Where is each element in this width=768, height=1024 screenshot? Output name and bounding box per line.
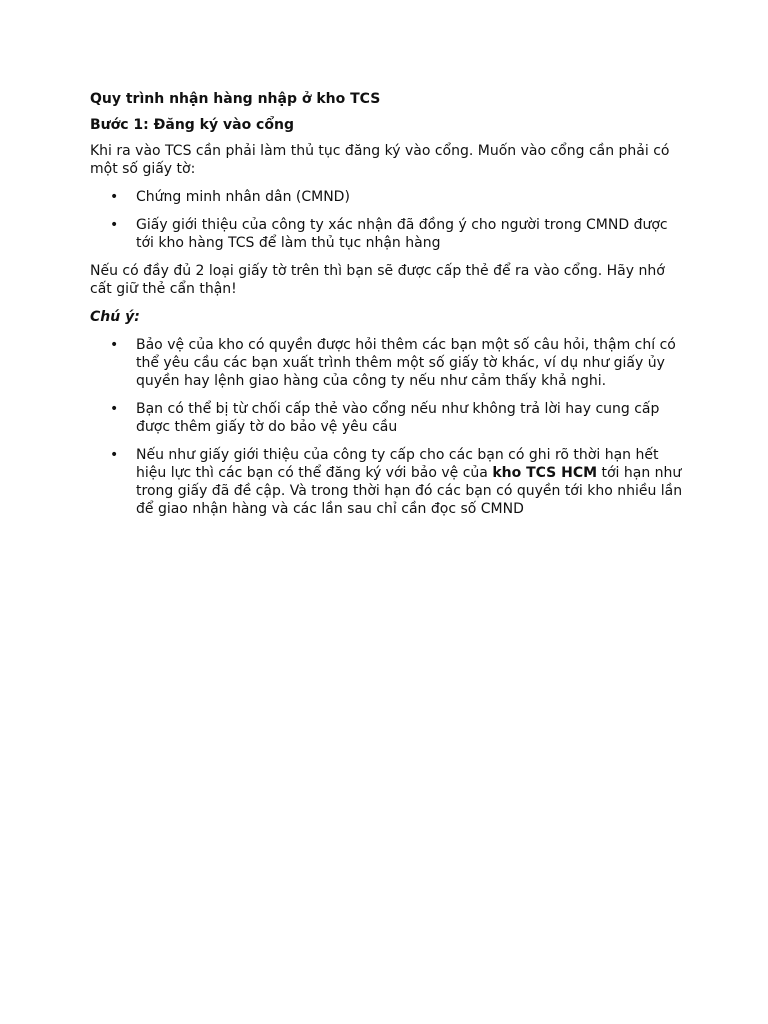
notes-list <box>90 336 685 518</box>
list-item-text: Giấy giới thiệu của công ty xác nhận đã đồng ý cho người trong CMND được tới kho hàng TCS để làm thủ tục nhận hàng <box>136 217 668 251</box>
note-heading: Chú ý: <box>90 309 140 325</box>
list-item-text <box>136 447 682 517</box>
list-item <box>90 336 685 390</box>
list-item-text: Chứng minh nhân dân (CMND) <box>136 189 350 205</box>
bullet-icon: • <box>110 447 119 463</box>
list-item-text: Bạn có thể bị từ chối cấp thẻ vào cổng nếu như không trả lời hay cung cấp được thêm giấy tờ do bảo vệ yêu cầu <box>136 401 660 435</box>
list-item <box>90 188 685 206</box>
bullet-icon: • <box>110 189 119 205</box>
bullet-icon: • <box>110 217 119 233</box>
list-item <box>90 446 685 518</box>
after-documents-paragraph: Nếu có đầy đủ 2 loại giấy tờ trên thì bạn sẽ được cấp thẻ để ra vào cổng. Hãy nhớ cất giữ thẻ cẩn thận! <box>90 263 665 297</box>
document-page <box>90 90 685 528</box>
list-item <box>90 400 685 436</box>
note-text-before: Nếu như giấy giới thiệu của công ty cấp cho các bạn có ghi rõ thời hạn hết hiệu lực thì các bạn có thể đăng ký với bảo vệ của <box>136 447 659 481</box>
warehouse-name-emphasis: kho TCS HCM <box>492 465 598 481</box>
bullet-icon: • <box>110 337 119 353</box>
required-documents-list <box>90 188 685 252</box>
list-item-text: Bảo vệ của kho có quyền được hỏi thêm các bạn một số câu hỏi, thậm chí có thể yêu cầu các bạn xuất trình thêm một số giấy tờ khác, ví dụ như giấy ủy quyền hay lệnh giao hàng của công ty nếu như cảm thấy khả nghi. <box>136 337 676 389</box>
document-title: Quy trình nhận hàng nhập ở kho TCS <box>90 91 381 107</box>
step-1-heading: Bước 1: Đăng ký vào cổng <box>90 117 294 133</box>
note-text-after: tới hạn như trong giấy đã đề cập. Và trong thời hạn đó các bạn có quyền tới kho nhiều lần để giao nhận hàng và các lần sau chỉ cần đọc số CMND <box>136 465 683 517</box>
bullet-icon: • <box>110 401 119 417</box>
list-item <box>90 216 685 252</box>
intro-paragraph: Khi ra vào TCS cần phải làm thủ tục đăng ký vào cổng. Muốn vào cổng cần phải có một số giấy tờ: <box>90 143 670 177</box>
